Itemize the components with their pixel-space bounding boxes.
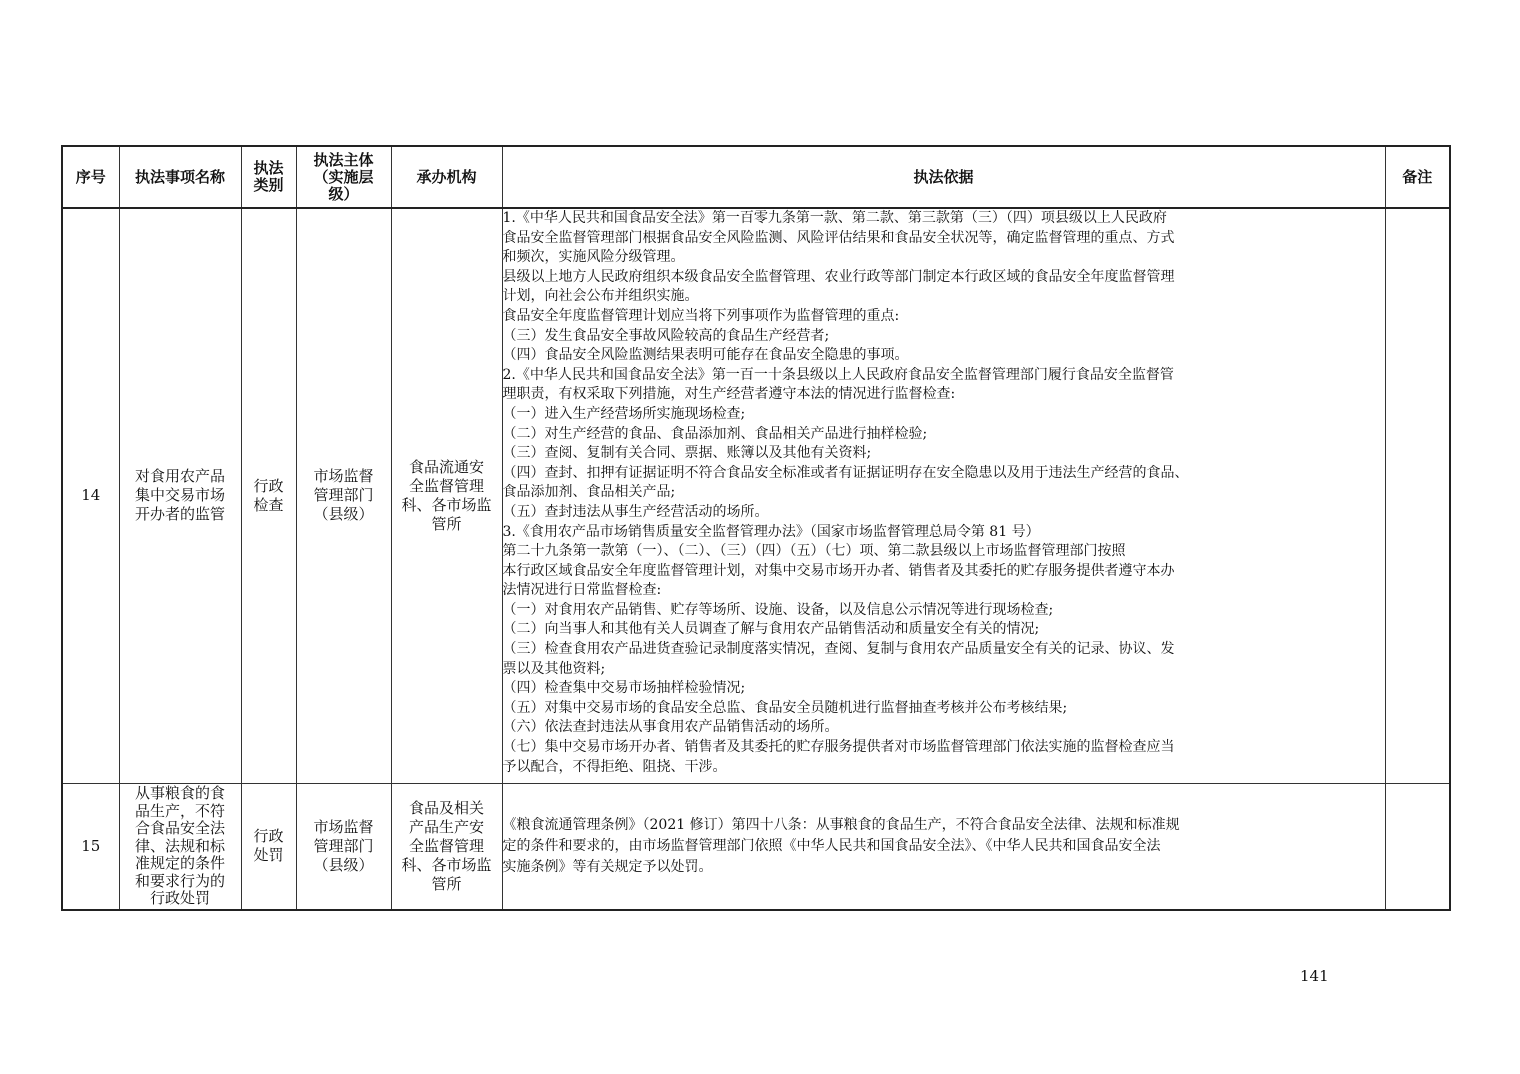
text-line: 食品安全监督管理部门根据食品安全风险监测、风险评估结果和食品安全状况等，确定监督管理的重点、方式: [502, 229, 1175, 246]
text-line: 3.《食用农产品市场销售质量安全监督管理办法》（国家市场监督管理总局令第 81 号）: [502, 523, 1040, 540]
text-line: （四）食品安全风险监测结果表明可能存在食品安全隐患的事项。: [502, 347, 909, 364]
header-subject: [296, 146, 391, 208]
text-line: 准规定的条件: [134, 854, 225, 872]
text-line: （七）集中交易市场开办者、销售者及其委托的贮存服务提供者对市场监督管理部门依法实施的监督检查应当: [502, 739, 1175, 756]
table-row: [62, 783, 1450, 910]
text-line: 管理部门: [313, 836, 374, 855]
text-line: 和频次，实施风险分级管理。: [502, 249, 685, 266]
text-line: （四）检查集中交易市场抽样检验情况;: [502, 680, 746, 697]
text-line: 法情况进行日常监督检查:: [502, 582, 662, 599]
text-line: 管所: [431, 514, 462, 533]
page-number: 141: [1300, 967, 1329, 985]
text-line: 定的条件和要求的，由市场监督管理部门依照《中华人民共和国食品安全法》、《中华人民共和国食品安全法: [502, 837, 1161, 854]
text-line: （五）查封违法从事生产经营活动的场所。: [502, 503, 769, 520]
enforcement-table: [61, 145, 1451, 911]
text-line: （一）对食用农产品销售、贮存等场所、设施、设备，以及信息公示情况等进行现场检查;: [502, 601, 1054, 618]
text-line: 开办者的监管: [134, 505, 225, 524]
header-category-line: 执法: [253, 159, 284, 177]
text-line: 和要求行为的: [134, 871, 225, 890]
text-line: 行政处罚: [149, 889, 210, 907]
table-row: [62, 208, 1450, 783]
header-item-name: 执法事项名称: [119, 146, 241, 208]
text-line: 全监督管理: [408, 476, 484, 495]
row-no: 15: [62, 783, 119, 910]
text-line: （一）进入生产经营场所实施现场检查;: [502, 405, 746, 422]
text-line: 处罚: [253, 846, 284, 865]
text-line: 市场监督: [313, 467, 374, 486]
text-line: 食品流通安: [408, 457, 484, 476]
text-line: （三）查阅、复制有关合同、票据、账簿以及其他有关资料;: [502, 445, 872, 462]
text-line: 市场监督: [313, 817, 374, 836]
text-line: （三）发生食品安全事故风险较高的食品生产经营者;: [502, 327, 830, 344]
text-line: 管所: [431, 874, 462, 893]
header-subject-line: （实施层: [313, 167, 374, 186]
text-line: （三）检查食用农产品进货查验记录制度落实情况，查阅、复制与食用农产品质量安全有关的记录、协议、发: [502, 641, 1175, 658]
text-line: 科、各市场监: [401, 855, 492, 874]
text-line: 对食用农产品: [134, 467, 225, 486]
row-subject: [296, 783, 391, 910]
text-line: 检查: [253, 495, 284, 514]
header-remark: 备注: [1385, 146, 1450, 208]
text-line: 食品安全年度监督管理计划应当将下列事项作为监督管理的重点:: [502, 307, 900, 324]
text-line: 2.《中华人民共和国食品安全法》第一百一十条县级以上人民政府食品安全监督管理部门履行食品安全监督管: [502, 366, 1174, 383]
text-line: 集中交易市场: [134, 486, 225, 505]
text-line: 行政: [253, 827, 284, 846]
text-line: 管理部门: [313, 486, 374, 505]
header-row: [62, 146, 1450, 208]
row-no: 14: [62, 208, 119, 783]
header-category: [241, 146, 296, 208]
text-line: （六）依法查封违法从事食用农产品销售活动的场所。: [502, 719, 839, 736]
row-remark: [1385, 208, 1450, 783]
header-category-line: 类别: [253, 176, 284, 194]
text-line: 全监督管理: [408, 836, 484, 855]
row-remark: [1385, 783, 1450, 910]
header-office: 承办机构: [391, 146, 502, 208]
row-office: [391, 783, 502, 910]
text-line: 食品及相关: [408, 798, 484, 817]
text-line: 合食品安全法: [134, 819, 225, 837]
text-line: 本行政区域食品安全年度监督管理计划，对集中交易市场开办者、销售者及其委托的贮存服务提供者遵守本办: [502, 562, 1175, 579]
text-line: 从事粮食的食: [134, 784, 225, 802]
row-office: [391, 208, 502, 783]
row-basis: [502, 208, 1385, 783]
text-line: 1.《中华人民共和国食品安全法》第一百零九条第一款、第二款、第三款第（三）（四）项县级以上人民政府: [502, 210, 1167, 226]
text-line: （县级）: [313, 855, 374, 874]
text-line: 实施条例》等有关规定予以处罚。: [502, 858, 713, 875]
text-line: 品生产，不符: [134, 801, 225, 820]
text-line: （四）查封、扣押有证据证明不符合食品安全标准或者有证据证明存在安全隐患以及用于违法生产经营的食品、: [502, 464, 1189, 481]
text-line: 《粮食流通管理条例》（2021 修订）第四十八条：从事粮食的食品生产，不符合食品安全法律、法规和标准规: [502, 816, 1180, 833]
text-line: 律、法规和标: [134, 836, 225, 855]
text-line: 第二十九条第一款第（一）、（二）、（三）（四）（五）（七）项、第二款县级以上市场监督管理部门按照: [502, 543, 1126, 560]
header-basis: 执法依据: [502, 146, 1385, 208]
row-item-name: [119, 208, 241, 783]
text-line: 予以配合，不得拒绝、阻挠、干涉。: [502, 758, 727, 775]
text-line: 县级以上地方人民政府组织本级食品安全监督管理、农业行政等部门制定本行政区域的食品安全年度监督管理: [502, 268, 1175, 285]
row-category: [241, 208, 296, 783]
text-line: 行政: [253, 476, 284, 495]
text-line: 食品添加剂、食品相关产品;: [502, 484, 676, 501]
row-basis: [502, 783, 1385, 910]
text-line: 产品生产安: [408, 817, 484, 836]
text-line: 科、各市场监: [401, 495, 492, 514]
text-line: 理职责，有权采取下列措施，对生产经营者遵守本法的情况进行监督检查:: [502, 386, 956, 403]
text-line: 计划，向社会公布并组织实施。: [502, 288, 699, 305]
text-line: （二）向当事人和其他有关人员调查了解与食用农产品销售活动和质量安全有关的情况;: [502, 621, 1040, 638]
row-subject: [296, 208, 391, 783]
row-item-name: [119, 783, 241, 910]
header-no: 序号: [62, 146, 119, 208]
header-subject-line: 执法主体: [313, 150, 374, 169]
row-category: [241, 783, 296, 910]
text-line: （二）对生产经营的食品、食品添加剂、食品相关产品进行抽样检验;: [502, 425, 928, 442]
text-line: （县级）: [313, 505, 374, 524]
text-line: 票以及其他资料;: [502, 660, 606, 677]
text-line: （五）对集中交易市场的食品安全总监、食品安全员随机进行监督抽查考核并公布考核结果;: [502, 699, 1068, 716]
header-subject-line: 级）: [328, 184, 359, 203]
